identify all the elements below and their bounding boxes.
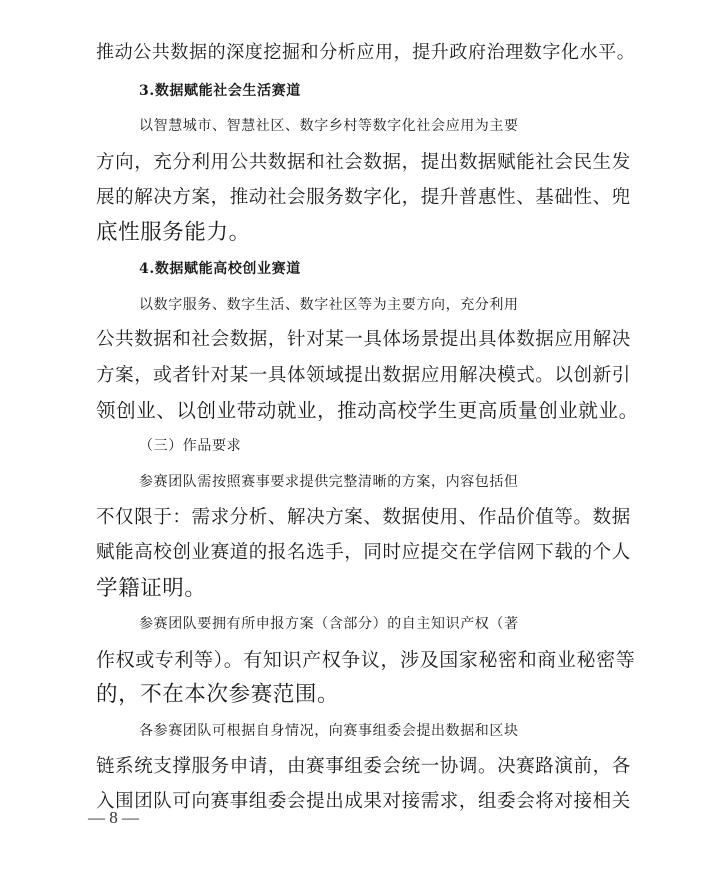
page-number: — 8 —	[88, 808, 139, 827]
section-heading-social-life-track: 3.数据赋能社会生活赛道	[139, 83, 301, 99]
paragraph-line: 参赛团队要拥有所申报方案（含部分）的自主知识产权（著	[139, 616, 519, 632]
paragraph-line: 底性服务能力。	[96, 220, 251, 245]
paragraph-line: 不仅限于：需求分析、解决方案、数据使用、作品价值等。数据	[96, 507, 631, 528]
paragraph-line: 推动公共数据的深度挖掘和分析应用，提升政府治理数字化水平。	[96, 42, 636, 63]
paragraph-line: 学籍证明。	[96, 576, 207, 601]
paragraph-line: 赋能高校创业赛道的报名选手，同时应提交在学信网下载的个人	[96, 542, 631, 563]
paragraph-line: 方向，充分利用公共数据和社会数据，提出数据赋能社会民生发	[96, 152, 631, 173]
paragraph-line: 领创业、以创业带动就业，推动高校学生更高质量创业就业。	[96, 399, 639, 422]
paragraph-line: 各参赛团队可根据自身情况，向赛事组委会提出数据和区块	[139, 723, 519, 739]
section-heading-campus-startup-track: 4.数据赋能高校创业赛道	[139, 261, 301, 277]
paragraph-line: 以数字服务、数字生活、数字社区等为主要方向，充分利用	[139, 297, 519, 313]
paragraph-line: 公共数据和社会数据，针对某一具体场景提出具体数据应用解决	[96, 329, 631, 350]
paragraph-line: 参赛团队需按照赛事要求提供完整清晰的方案，内容包括但	[139, 474, 519, 490]
paragraph-line: 的，不在本次参赛范围。	[96, 682, 340, 707]
paragraph-line: 方案，或者针对某一具体领域提出数据应用解决模式。以创新引	[96, 365, 631, 386]
paragraph-line: 作权或专利等）。有知识产权争议，涉及国家秘密和商业秘密等	[96, 649, 636, 671]
paragraph-line: 入围团队可向赛事组委会提出成果对接需求，组委会将对接相关	[96, 791, 631, 812]
paragraph-line: 以智慧城市、智慧社区、数字乡村等数字化社会应用为主要	[139, 118, 519, 134]
paragraph-line: 展的解决方案，推动社会服务数字化，提升普惠性、基础性、兜	[96, 187, 631, 208]
section-heading-work-requirements: （三）作品要求	[139, 438, 242, 454]
paragraph-line: 链系统支撑服务申请，由赛事组委会统一协调。决赛路演前，各	[96, 756, 631, 777]
